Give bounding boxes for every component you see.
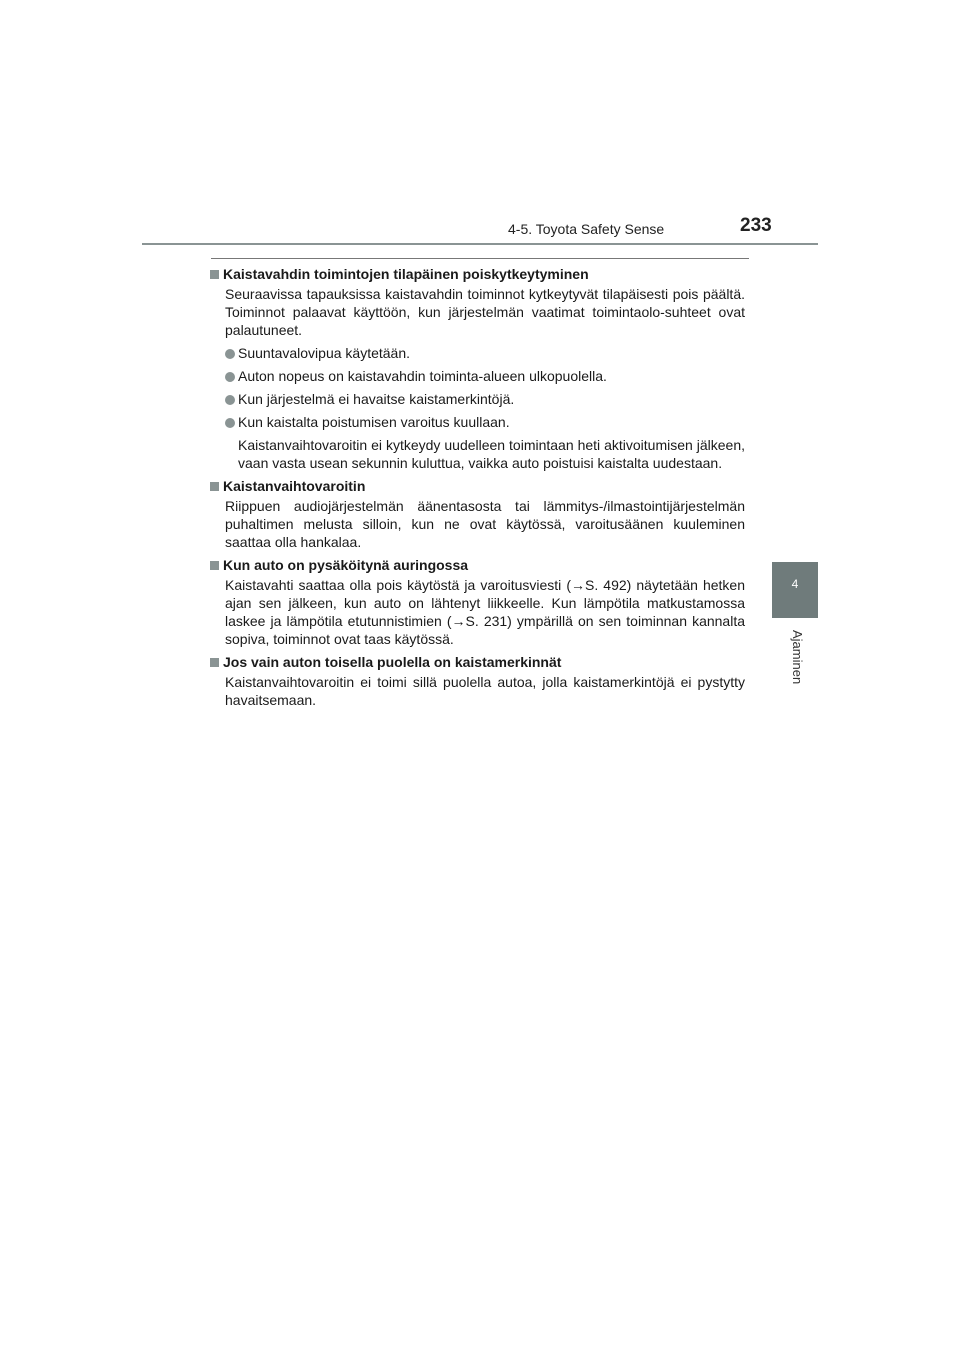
list-item-text: Kun järjestelmä ei havaitse kaistamerkintöjä.: [238, 391, 515, 407]
section-paragraph: Kaistavahti saattaa olla pois käytöstä ja varoitusviesti (→S. 492) näytetään hetken ajan sen jälkeen, kun auto on lähtenyt liikkeelle. Kun lämpötila matkustamossa laskee ja lämpötila etutunnistimien (→S. 231) ympärillä on sen toiminnan kannalta sopiva, toiminnot ovat taas käytössä.: [225, 577, 745, 647]
page-content: [210, 265, 745, 714]
section-heading: [210, 556, 745, 574]
square-bullet-icon: [210, 270, 219, 279]
circle-bullet-icon: [225, 418, 235, 428]
section-temporary-deactivation: [210, 265, 745, 472]
list-item: [210, 367, 745, 385]
list-item-text: Kun kaistalta poistumisen varoitus kuullaan.: [238, 414, 510, 430]
section-heading-text: Kun auto on pysäköitynä auringossa: [223, 557, 469, 573]
section-lane-change-warning: [210, 477, 745, 551]
section-paragraph: Kaistanvaihtovaroitin ei toimi sillä puolella autoa, jolla kaistamerkintöjä ei pystytty havaitsemaan.: [225, 674, 745, 708]
chapter-label: Ajaminen: [790, 630, 805, 685]
circle-bullet-icon: [225, 349, 235, 359]
page-number: 233: [740, 215, 772, 236]
list-item: [210, 390, 745, 408]
section-heading: [210, 653, 745, 671]
square-bullet-icon: [210, 482, 219, 491]
circle-bullet-icon: [225, 372, 235, 382]
chapter-tab: [772, 562, 818, 618]
square-bullet-icon: [210, 658, 219, 667]
chapter-number: 4: [791, 577, 799, 591]
section-heading-text: Kaistavahdin toimintojen tilapäinen poiskytkeytyminen: [223, 266, 589, 282]
list-item: [210, 344, 745, 362]
section-heading-text: Kaistanvaihtovaroitin: [223, 478, 366, 494]
section-paragraph: Riippuen audiojärjestelmän äänentasosta tai lämmitys-/ilmastointijärjestelmän puhaltimen melusta silloin, kun ne ovat käytössä, varoitusäänen kuuleminen saattaa olla hankalaa.: [225, 498, 745, 550]
section-heading: [210, 265, 745, 283]
square-bullet-icon: [210, 561, 219, 570]
section-one-side-markings: [210, 653, 745, 709]
section-heading: [210, 477, 745, 495]
list-item-text: Auton nopeus on kaistavahdin toiminta-alueen ulkopuolella.: [238, 368, 607, 384]
circle-bullet-icon: [225, 395, 235, 405]
bullet-note: Kaistanvaihtovaroitin ei kytkeydy uudelleen toimintaan heti aktivoitumisen jälkeen, vaan vasta usean sekunnin kuluttua, vaikka auto poistuisi kaistalta uudestaan.: [238, 437, 745, 471]
list-item-text: Suuntavalovipua käytetään.: [238, 345, 411, 361]
section-paragraph: Seuraavissa tapauksissa kaistavahdin toiminnot kytkeytyvät tilapäisesti pois päältä. Toiminnot palaavat käyttöön, kun järjestelmän vaatimat toimintaolo-suhteet ovat palautuneet.: [225, 286, 745, 338]
content-divider: [211, 258, 749, 259]
section-parked-in-sun: [210, 556, 745, 648]
header-divider: [142, 243, 818, 245]
section-heading-text: Jos vain auton toisella puolella on kaistamerkinnät: [223, 654, 562, 670]
header-section-title: 4-5. Toyota Safety Sense: [508, 221, 665, 237]
list-item: [210, 413, 745, 431]
